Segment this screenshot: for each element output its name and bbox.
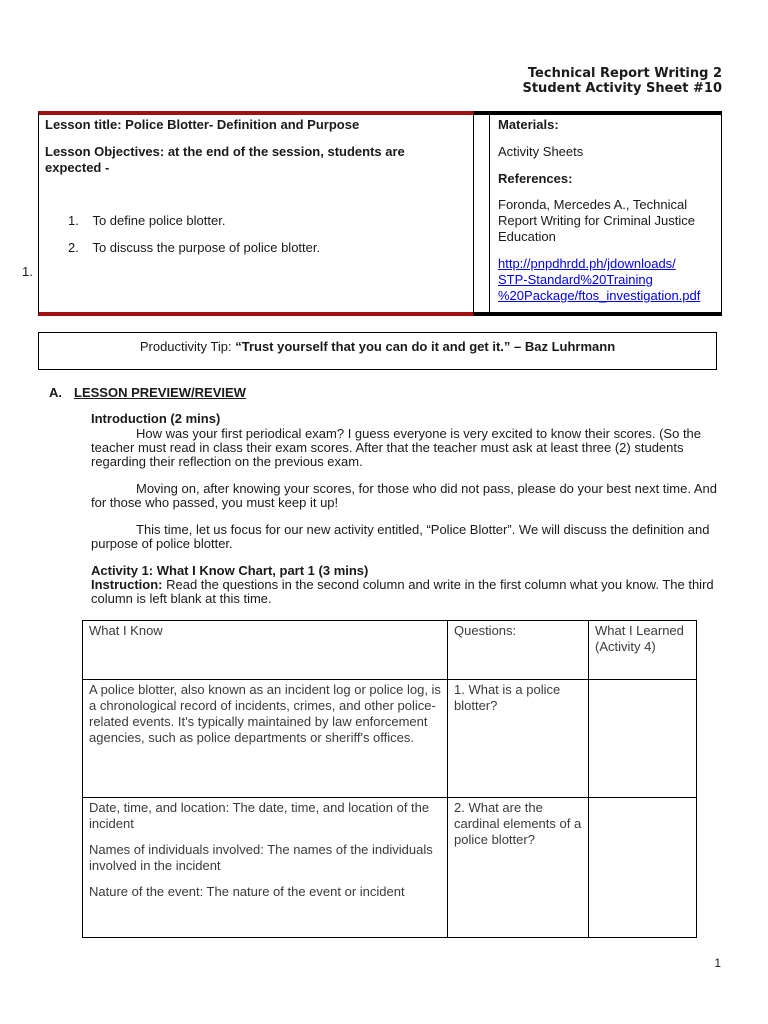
column-header-questions: Questions: [448,621,589,680]
what-i-learned-cell[interactable] [589,798,697,938]
column-header-what-i-know: What I Know [83,621,448,680]
what-i-know-cell[interactable] [83,798,448,938]
materials-heading: Materials: [498,117,559,132]
tip-quote: “Trust yourself that you can do it and get it.” – Baz Luhrmann [235,339,616,354]
section-heading [49,385,246,400]
introduction-paragraph [91,523,721,551]
instruction-label: Instruction: [91,577,163,592]
productivity-tip [39,339,716,355]
materials-divider [474,115,490,312]
page-number: 1 [714,956,721,970]
activity-instruction [91,578,721,606]
what-i-know-chart [82,620,697,938]
reference-link-line[interactable]: http://pnpdhrdd.ph/jdownloads/ [498,256,676,271]
document-course-title: Technical Report Writing 2 [527,66,722,81]
materials-item: Activity Sheets [498,144,584,159]
cell-paragraph: Date, time, and location: The date, time, and location of the incident [89,800,430,831]
column-header-what-i-learned: What I Learned (Activity 4) [589,621,697,680]
section-letter: A. [49,385,62,400]
cell-paragraph: Names of individuals involved: The names of the individuals involved in the incident [89,842,433,873]
section-title: LESSON PREVIEW/REVIEW [74,385,246,400]
lesson-title: Lesson title: Police Blotter- Definition and Purpose [45,117,360,132]
introduction-paragraph [91,482,721,510]
paragraph-text: How was your first periodical exam? I guess everyone is very excited to know their scores. (So the teacher must read in class their exam scores. After that the teacher must ask at least three (2) students regarding their reflection on the previous exam. [91,426,702,469]
objective-text: To define police blotter. [92,213,226,228]
reference-link-line[interactable]: %20Package/ftos_investigation.pdf [498,288,701,303]
lesson-box [38,111,474,316]
reference-citation: Foronda, Mercedes A., Technical Report Writing for Criminal Justice Education [498,197,695,244]
lesson-objectives-heading: Lesson Objectives: at the end of the session, students are expected - [45,144,405,175]
what-i-learned-cell[interactable] [589,680,697,798]
objective-number: 1. [68,213,79,228]
table-header-row [83,621,697,680]
reference-link[interactable] [498,256,700,304]
table-row [83,680,697,798]
instruction-text: Read the questions in the second column and write in the first column what you know. The third column is left blank at this time. [91,577,714,606]
paragraph-text: Moving on, after knowing your scores, for those who did not pass, please do your best next time. And for those who passed, you must keep it up! [91,481,717,510]
cell-paragraph: Nature of the event: The nature of the event or incident [89,884,405,899]
objective-number: 2. [68,240,79,255]
document-sheet-number: Student Activity Sheet #10 [522,81,722,96]
productivity-tip-box [38,332,717,370]
reference-link-line[interactable]: STP-Standard%20Training [498,272,653,287]
table-row [83,798,697,938]
objective-text: To discuss the purpose of police blotter. [92,240,321,255]
activity-heading: Activity 1: What I Know Chart, part 1 (3 mins) [91,563,369,578]
question-cell: 2. What are the cardinal elements of a police blotter? [448,798,589,938]
introduction-heading: Introduction (2 mins) [91,411,221,426]
references-heading: References: [498,171,573,186]
materials-box [474,111,722,316]
objective-item [68,213,225,229]
tip-label: Productivity Tip: [139,339,236,354]
what-i-know-cell[interactable]: A police blotter, also known as an incident log or police log, is a chronological record of incidents, crimes, and other police-related events. It's typically maintained by law enforcement agencies, such as police departments or sheriff's offices. [83,680,448,798]
question-cell: 1. What is a police blotter? [448,680,589,798]
objective-item [68,240,320,256]
introduction-paragraph [91,427,721,469]
stray-list-number: 1. [22,264,33,279]
paragraph-text: This time, let us focus for our new activity entitled, “Police Blotter”. We will discuss the definition and purpose of police blotter. [91,522,710,551]
